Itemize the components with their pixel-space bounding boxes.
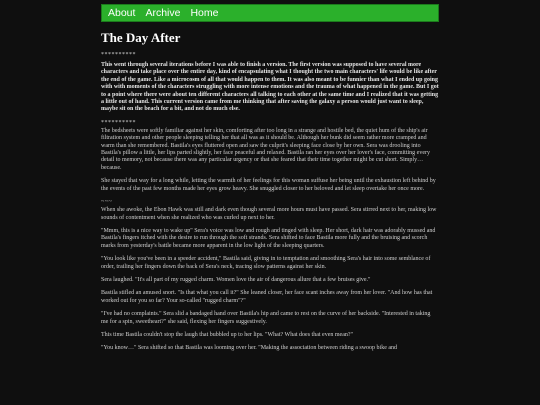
post-content [101,26,439,405]
separator: ********** [101,119,136,126]
top-nav-bar [101,4,439,22]
nav-link-about[interactable]: About [108,7,136,19]
story-paragraph: The bedsheets were softly familiar against her skin, comforting after too long in a strange and hostile bed, the quiet hum of the ship's air filtration system and other people sleeping telling her that all was as it should be. Although her bunk did seem rather more cramped and warm than she remembered. Bastila's eyes fluttered open and saw the culprit's sleeping face close by her own. Sera was drooling into Bastila's pillow a little, her lips parted slightly, her face peaceful and relaxed. Bastila ran her eyes over her lover's face, committing every detail to memory, not because there was any particular urgency or that she feared that their time together might be cut short. Simply… because. [101,127,430,171]
story-paragraph: "You know…" Sera shifted so that Bastila was looming over her. "Making the association between riding a swoop bike and [101,345,398,352]
story-paragraph: Sera laughed. "It's all part of my rugged charm. Women love the air of dangerous allure that a few bruises give." [101,276,371,283]
story-paragraph: This time Bastila couldn't stop the laugh that bubbled up to her lips. "What? What does that even mean?" [101,331,353,338]
story-paragraph: When she awoke, the Ebon Hawk was still and dark even though several more hours must have passed. Sera stirred next to her, making low sounds of contentment when she realized who was curled up next to her. [101,207,437,221]
scene-break: ~~~ [101,199,113,206]
story-paragraph: She stayed that way for a long while, letting the warmth of her feelings for this woman suffuse her being until the exhaustion left behind by the events of the past few months made her eyes grow heavy. She snuggled closer to her beloved and let sleep overtake her once more. [101,178,436,192]
story-paragraph: "You look like you've been in a speeder accident," Bastila said, giving in to temptation and smoothing Sera's hair into some semblance of order, trailing her fingers down the back of Sera's neck, tracing slow patterns against her skin. [101,256,431,270]
story-paragraph: "I've had no complaints." Sera slid a bandaged hand over Bastila's hip and came to rest on the curve of her backside. "Interested in taking me for a spin, sweetheart?" she said, flexing her fingers suggestively. [101,311,431,325]
separator: ********** [101,52,136,58]
author-note: This went through several iterations before I was able to finish a version. The first version was supposed to have several more characters and take place over the entire day, kind of encapsulating what I thought the two main characters' life would be like after the end of the game. Like a microcosm of all that would happen to them. It was also meant to be funnier than what I ended up going with with moments of the characters struggling with more intense emotions and the trauma of what happened in the game. But I got to a point where there were about ten different characters all talking to each other at the same time and I realized that it was getting a little out of hand. This current version came from me thinking that after saving the galaxy a person would just want to sleep, maybe sit on the beach for a bit, and not do much else. [101,62,439,113]
nav-link-archive[interactable]: Archive [145,7,181,19]
nav-link-home[interactable]: Home [190,7,219,19]
post-title: The Day After [101,30,181,45]
story-paragraph: Bastila stifled an amused snort. "Is that what you call it?" She leaned closer, her face scant inches away from her lover. "And how has that worked out for you so far? Your so-called "rugged charm"?" [101,290,433,304]
story-paragraph: "Mmm, this is a nice way to wake up" Sera's voice was low and rough and tinged with sleep. Her short, dark hair was adorably mussed and Bastila's fingers itched with the desire to run through the soft strands. Sera shifted to face Bastila more fully and the bruising and scorch marks from yesterday's battle became more apparent in the low light of the sleeping quarters. [101,227,436,249]
